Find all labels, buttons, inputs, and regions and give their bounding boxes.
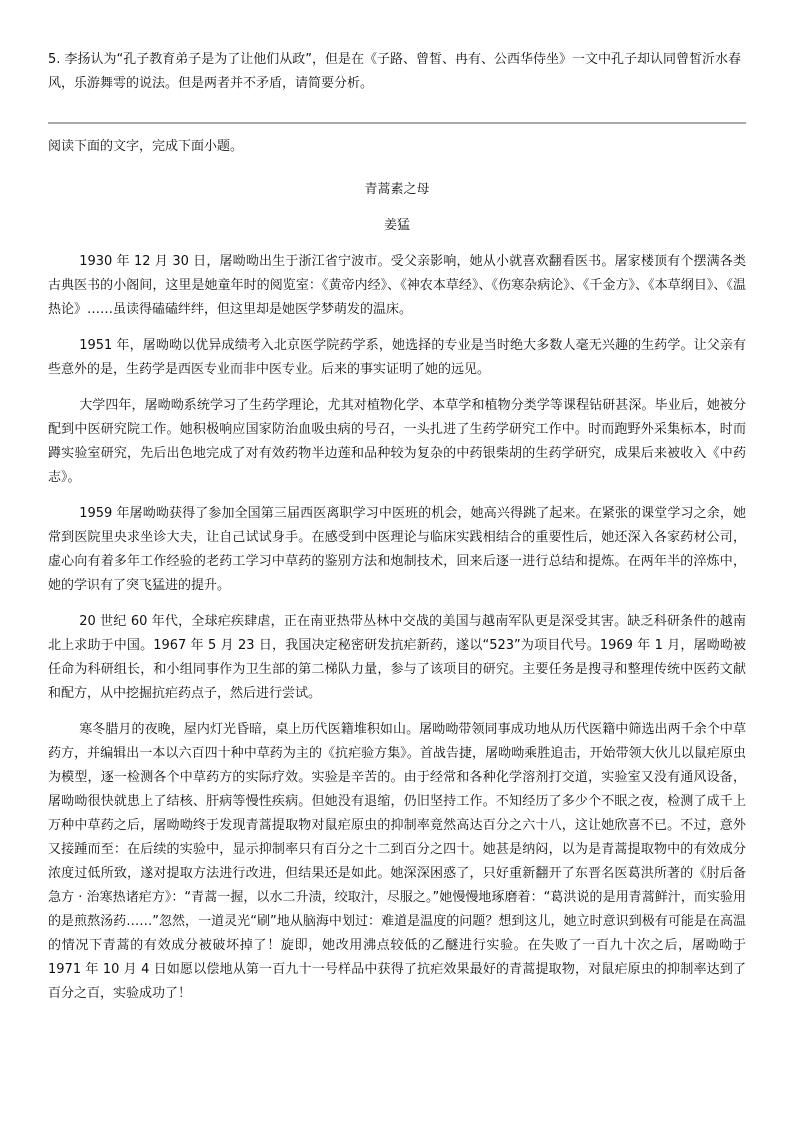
section-divider — [48, 122, 746, 124]
article-title: 青蒿素之母 — [364, 182, 430, 197]
article-author: 姜猛 — [383, 218, 410, 233]
article-paragraph-3: 大学四年，屠呦呦系统学习了生药学理论，尤其对植物化学、本草学和植物分类学等课程钻研甚深。毕业后，她被分配到中医研究院工作。她积极响应国家防治血吸虫病的号召，一头扎进了生药学研究工作中。时而跑野外采集标本，时而蹲实验室研究，先后出色地完成了对有效药物半边莲和品种较为复杂的中药银柴胡的生药学研究，成果后来被收入《中药志》。 — [48, 398, 746, 485]
article-paragraph-5: 20 世纪 60 年代，全球疟疾肆虐，正在南亚热带丛林中交战的美国与越南军队更是深受其害。缺乏科研条件的越南北上求助于中国。1967 年 5 月 23 日，我国决定秘密研发抗疟新药，遂以“523”为项目代号。1969 年 1 月，屠呦呦被任命为科研组长，和小组同事作为卫生部的第二梯队力量，参与了该项目的研究。主要任务是搜寻和整理传统中医药文献和配方，从中挖掘抗疟药点子，然后进行尝试。 — [48, 614, 746, 701]
article-paragraph-1: 1930 年 12 月 30 日，屠呦呦出生于浙江省宁波市。受父亲影响，她从小就喜欢翻看医书。屠家楼顶有个摆满各类古典医书的小阁间，这里是她童年时的阅览室：《黄帝内经》、《神农本草经》、《伤寒杂病论》、《千金方》、《本草纲目》、《温热论》……虽读得磕磕绊绊，但这里却是她医学梦萌发的温床。 — [48, 254, 746, 317]
article-paragraph-2: 1951 年，屠呦呦以优异成绩考入北京医学院药学系，她选择的专业是当时绝大多数人毫无兴趣的生药学。让父亲有些意外的是，生药学是西医专业而非中医专业。后来的事实证明了她的远见。 — [48, 338, 746, 377]
article-paragraph-4: 1959 年屠呦呦获得了参加全国第三届西医离职学习中医班的机会，她高兴得跳了起来。在紧张的课堂学习之余，她常到医院里央求坐诊大夫，让自己试试身手。在感受到中医理论与临床实践相结合的重要性后，她还深入各家药材公司，虚心向有着多年工作经验的老药工学习中草药的鉴别方法和炮制技术，回来后逐一进行总结和提炼。在两年半的淬炼中，她的学识有了突飞猛进的提升。 — [48, 506, 746, 593]
question-5: 5. 李扬认为“孔子教育弟子是为了让他们从政”，但是在《子路、曾皙、冉有、公西华侍坐》一文中孔子却认同曾皙沂水春风，乐游舞雩的说法。但是两者并不矛盾，请简要分析。 — [48, 52, 742, 91]
article-paragraph-6: 寒冬腊月的夜晚，屋内灯光昏暗，桌上历代医籍堆积如山。屠呦呦带领同事成功地从历代医籍中筛选出两千余个中草药方，并编辑出一本以六百四十种中草药为主的《抗疟验方集》。首战告捷，屠呦呦乘胜追击，开始带领大伙儿以鼠疟原虫为模型，逐一检测各个中草药方的实际疗效。实验是辛苦的。由于经常和各种化学溶剂打交道，实验室又没有通风设备，屠呦呦很快就患上了结核、肝病等慢性疾病。但她没有退缩，仍旧坚持工作。不知经历了多少个不眠之夜，检测了成千上万种中草药之后，屠呦呦终于发现青蒿提取物对鼠疟原虫的抑制率竟然高达百分之六十八，这让她欣喜不已。不过，意外又接踵而至：在后续的实验中，显示抑制率只有百分之十二到百分之四十。她甚是纳闷，以为是青蒿提取物中的有效成分浓度过低所致，遂对提取方法进行改进，但结果还是如此。她深深困惑了，只好重新翻开了东晋名医葛洪所著的《肘后备急方 · 治寒热诸疟方》：“青蒿一握，以水二升渍，绞取汁，尽服之。”她慢慢地琢磨着：“葛洪说的是用青蒿鲜汁，而实验用的是煎熬汤药……”忽然，一道灵光“刷”地从脑海中划过：难道是温度的问题？想到这儿，她立时意识到极有可能是在高温的情况下青蒿的有效成分被破坏掉了！旋即，她改用沸点较低的乙醚进行实验。在失败了一百九十次之后，屠呦呦于 1971 年 10 月 4 日如愿以偿地从第一百九十一号样品中获得了抗疟效果最好的青蒿提取物，对鼠疟原虫的抑制率达到了百分之百，实验成功了！ — [48, 722, 746, 1001]
reading-instruction: 阅读下面的文字，完成下面小题。 — [48, 139, 244, 154]
document-page — [48, 48, 746, 1006]
